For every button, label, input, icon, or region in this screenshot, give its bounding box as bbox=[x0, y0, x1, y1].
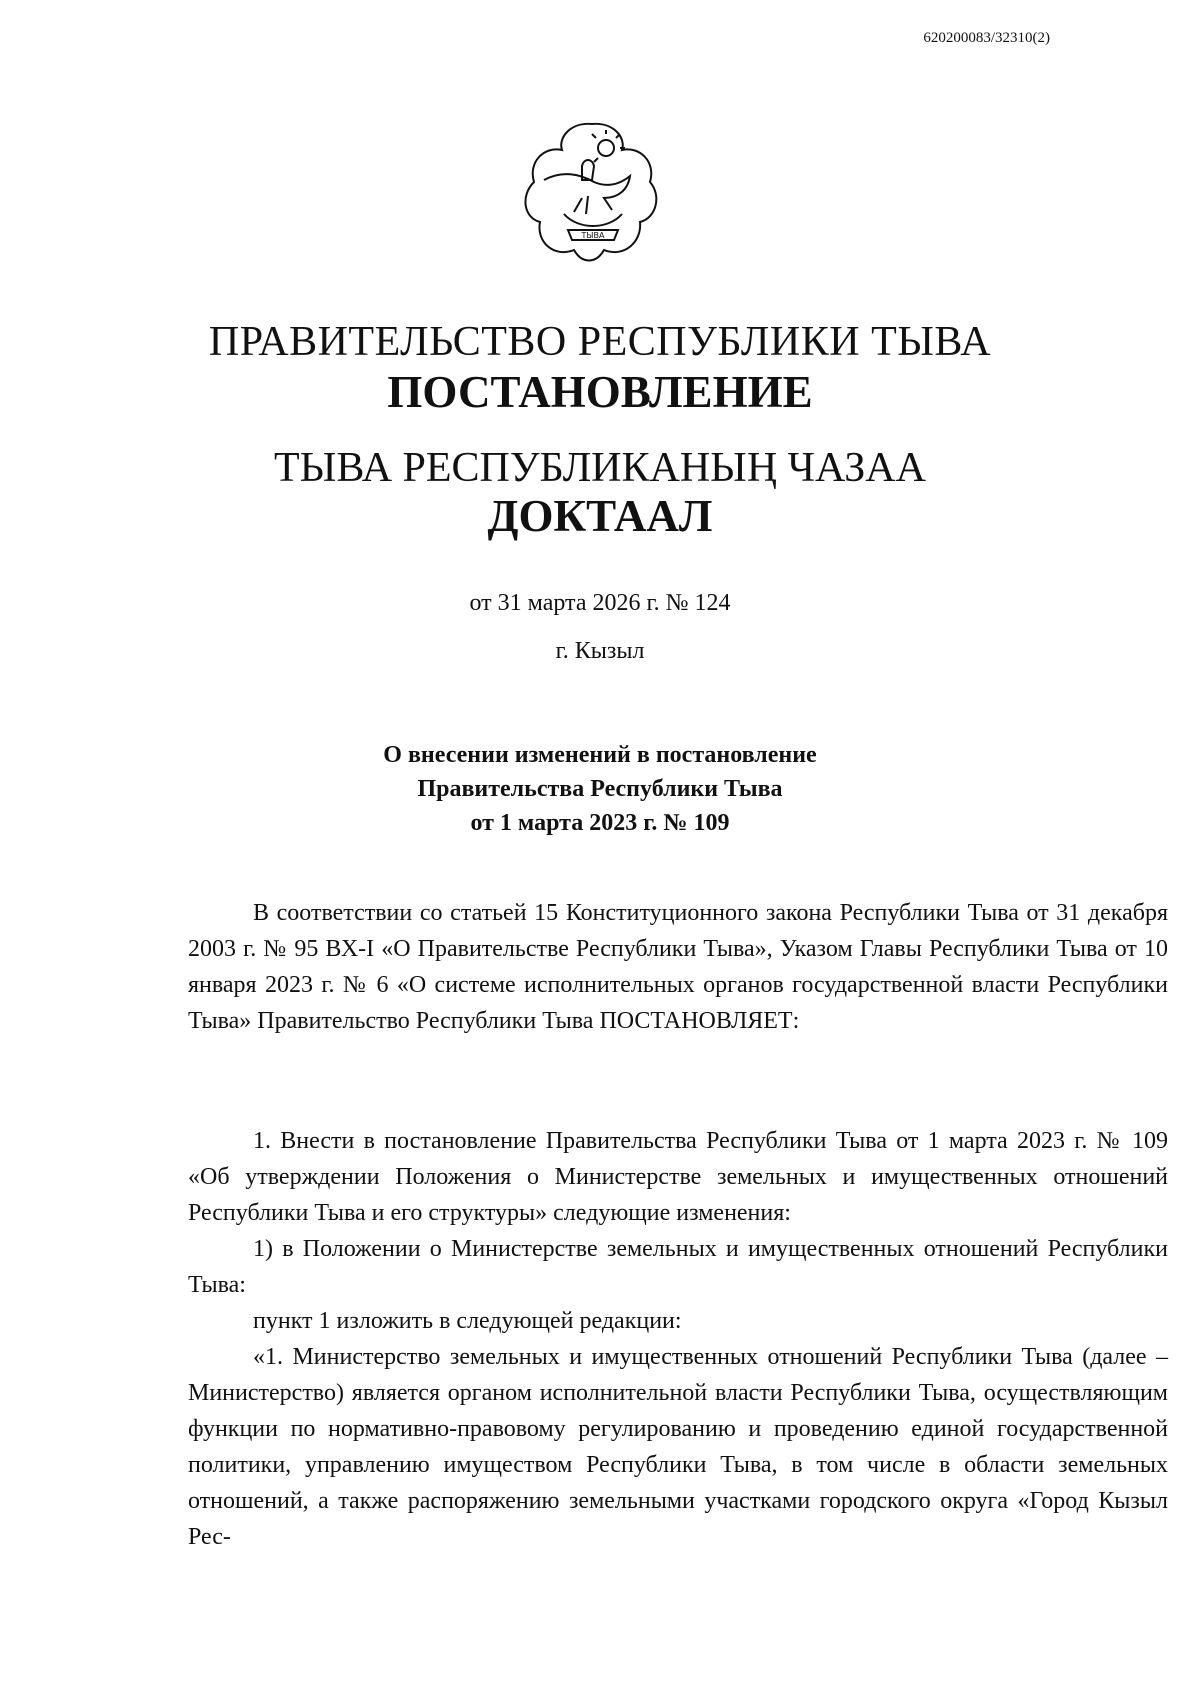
government-title-ru: ПРАВИТЕЛЬСТВО РЕСПУБЛИКИ ТЫВА bbox=[208, 319, 992, 365]
tuva-emblem-icon bbox=[522, 118, 662, 268]
document-type-tuv: ДОКТААЛ bbox=[487, 491, 713, 541]
title-line: Правительства Республики Тыва bbox=[417, 776, 783, 802]
document-type-ru: ПОСТАНОВЛЕНИЕ bbox=[387, 367, 813, 417]
body-block bbox=[188, 1123, 1168, 1555]
preamble-paragraph: В соответствии со статьей 15 Конституционного закона Республики Тыва от 31 декабря 2003 г. № 95 ВХ-I «О Правительстве Республики Тыва», Указом Главы Республики Тыва от 10 января 2023 г. № 6 «О системе исполнительных органов государственной власти Республики Тыва» Правительство Республики Тыва ПОСТАНОВЛЯЕТ: bbox=[188, 900, 1168, 1034]
body-paragraph: пункт 1 изложить в следующей редакции: bbox=[253, 1308, 682, 1334]
body-paragraph: 1. Внести в постановление Правительства Республики Тыва от 1 марта 2023 г. № 109 «Об утверждении Положения о Министерстве земельных и имущественных отношений Республики Тыва и его структуры» следующие изменения: bbox=[188, 1128, 1168, 1226]
title-line: от 1 марта 2023 г. № 109 bbox=[470, 810, 730, 836]
document-title bbox=[0, 738, 1200, 840]
body-paragraph: «1. Министерство земельных и имущественных отношений Республики Тыва (далее – Министерство) является органом исполнительной власти Республики Тыва, осуществляющим функции по нормативно-правовому регулированию и проведению единой государственной политики, управлению имуществом Республики Тыва, в том числе в области земельных отношений, а также распоряжению земельными участками городского округа «Город Кызыл Рес- bbox=[188, 1344, 1168, 1550]
emblem-label: ТЫВА bbox=[581, 231, 605, 240]
document-date: от 31 марта 2026 г. № 124 bbox=[469, 590, 731, 616]
government-title-tuv: ТЫВА РЕСПУБЛИКАНЫҢ ЧАЗАА bbox=[274, 445, 926, 491]
body-paragraph: 1) в Положении о Министерстве земельных и имущественных отношений Республики Тыва: bbox=[188, 1236, 1168, 1298]
preamble-block bbox=[188, 895, 1168, 1039]
document-number: 620200083/32310(2) bbox=[923, 30, 1050, 46]
title-line: О внесении изменений в постановление bbox=[383, 742, 817, 768]
document-city: г. Кызыл bbox=[555, 638, 645, 664]
